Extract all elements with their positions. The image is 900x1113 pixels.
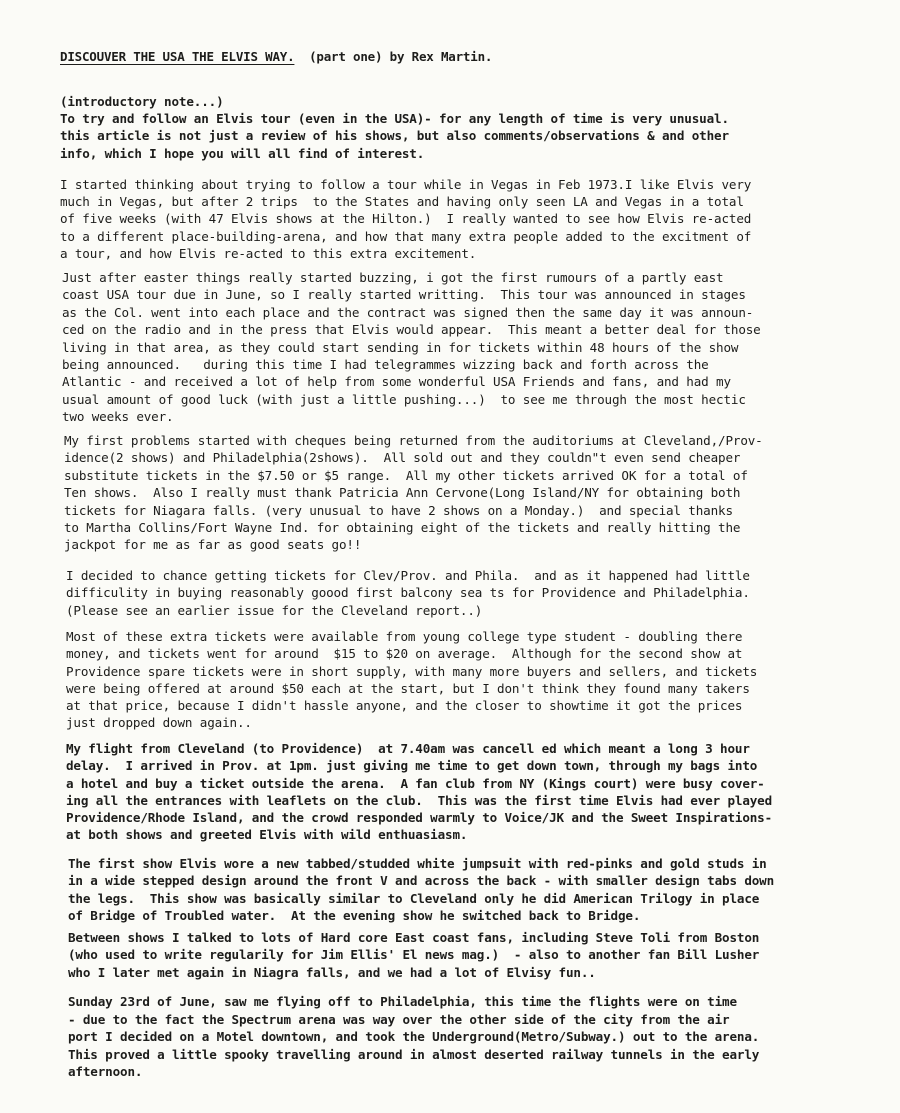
text-line: Sunday 23rd of June, saw me flying off to Philadelphia, this time the flights were on time [68, 994, 737, 1009]
document-page [60, 48, 880, 66]
paragraph-4 [64, 432, 763, 554]
article-title: DISCOUVER THE USA THE ELVIS WAY. [60, 49, 295, 64]
text-line: My flight from Cleveland (to Providence) at 7.40am was cancell ed which meant a long 3 hour [66, 741, 750, 756]
text-line: port I decided on a Motel downtown, and took the Underground(Metro/Subway.) out to the arena. [68, 1029, 760, 1045]
text-line: to Martha Collins/Fort Wayne Ind. for obtaining eight of the tickets and really hitting the [64, 520, 741, 536]
article-byline: (part one) by Rex Martin. [309, 49, 493, 64]
text-line: (who used to write regularily for Jim Ellis' El news mag.) - also to another fan Bill Lusher [68, 947, 760, 963]
text-line: money, and tickets went for around $15 to $20 on average. Although for the second show at [66, 646, 743, 662]
paragraph-8 [68, 855, 774, 924]
text-line: Atlantic - and received a lot of help from some wonderful USA Friends and fans, and had my [62, 374, 731, 390]
text-line: just dropped down again.. [66, 715, 252, 731]
text-line: Ten shows. Also I really must thank Patricia Ann Cervone(Long Island/NY for obtaining both [64, 485, 741, 501]
text-line: Providence spare tickets were in short supply, with many more buyers and sellers, and tickets [66, 663, 758, 679]
text-line: the legs. This show was basically similar to Cleveland only he did American Trilogy in place [68, 890, 760, 906]
paragraph-10 [68, 993, 759, 1081]
text-line: a tour, and how Elvis re-acted to this extra excitement. [60, 245, 477, 261]
text-line: Just after easter things really started buzzing, i got the first rumours of a partly east [62, 270, 724, 285]
text-line: much in Vegas, but after 2 trips to the States and having only seen LA and Vegas in a total [60, 194, 744, 210]
paragraph-6 [66, 628, 757, 732]
text-line: (introductory note...) [60, 94, 224, 109]
text-line: coast USA tour due in June, so I really started writting. This tour was announced in stages [62, 287, 746, 303]
text-line: Most of these extra tickets were available from young college type student - doubling there [66, 629, 743, 644]
text-line: My first problems started with cheques being returned from the auditoriums at Cleveland,/Prov- [64, 433, 763, 448]
text-line: who I later met again in Niagra falls, and we had a lot of Elvisy fun.. [68, 964, 596, 980]
paragraph-1 [60, 93, 729, 162]
text-line: idence(2 shows) and Philadelphia(2shows). All sold out and they couldn"t even send cheaper [64, 450, 741, 466]
text-line: info, which I hope you will all find of interest. [60, 145, 425, 161]
text-line: This proved a little spooky travelling around in almost deserted railway tunnels in the early [68, 1046, 760, 1062]
text-line: a hotel and buy a ticket outside the arena. A fan club from NY (Kings court) were busy cover- [66, 775, 765, 791]
paragraph-5 [66, 567, 750, 619]
text-line: to a different place-building-arena, and how that many extra people added to the excitment of [60, 228, 752, 244]
paragraph-7 [66, 740, 772, 844]
text-line: afternoon. [68, 1064, 143, 1080]
article-heading [60, 48, 880, 66]
text-line: two weeks ever. [62, 409, 174, 425]
text-line: of Bridge of Troubled water. At the evening show he switched back to Bridge. [68, 907, 641, 923]
paragraph-3 [62, 269, 761, 426]
text-line: difficulity in buying reasonably goood first balcony sea ts for Providence and Philadelphia. [66, 585, 750, 601]
text-line: (Please see an earlier issue for the Cleveland report..) [66, 602, 483, 618]
text-line: were being offered at around $50 each at the start, but I don't think they found many takers [66, 680, 750, 696]
text-line: I started thinking about trying to follow a tour while in Vegas in Feb 1973.I like Elvis very [60, 177, 752, 192]
text-line: I decided to chance getting tickets for Clev/Prov. and Phila. and as it happened had little [66, 568, 750, 583]
text-line: usual amount of good luck (with just a little pushing...) to see me through the most hectic [62, 391, 746, 407]
text-line: - due to the fact the Spectrum arena was way over the other side of the city from the air [68, 1011, 730, 1027]
text-line: The first show Elvis wore a new tabbed/studded white jumpsuit with red-pinks and gold studs in [68, 856, 767, 871]
text-line: at both shows and greeted Elvis with wild enthuasiasm. [66, 827, 468, 843]
text-line: ced on the radio and in the press that Elvis would appear. This meant a better deal for those [62, 322, 761, 338]
text-line: tickets for Niagara falls. (very unusual to have 2 shows on a Monday.) and special thanks [64, 502, 733, 518]
paragraph-9 [68, 929, 759, 981]
text-line: ing all the entrances with leaflets on the club. This was the first time Elvis had ever played [66, 792, 773, 808]
text-line: as the Col. went into each place and the contract was signed then the same day it was announ- [62, 304, 754, 320]
text-line: this article is not just a review of his shows, but also comments/observations & and other [60, 128, 729, 144]
text-line: at that price, because I didn't hassle anyone, and the closer to showtime it got the prices [66, 698, 743, 714]
text-line: To try and follow an Elvis tour (even in the USA)- for any length of time is very unusual. [60, 111, 729, 127]
text-line: jackpot for me as far as good seats go!! [64, 537, 362, 553]
text-line: in a wide stepped design around the front V and across the back - with smaller design tabs down [68, 873, 775, 889]
text-line: being announced. during this time I had telegrammes wizzing back and forth across the [62, 357, 709, 373]
text-line: delay. I arrived in Prov. at 1pm. just giving me time to get down town, through my bags into [66, 758, 758, 774]
text-line: Providence/Rhode Island, and the crowd responded warmly to Voice/JK and the Sweet Inspirations- [66, 810, 773, 826]
text-line: living in that area, as they could start sending in for tickets within 48 hours of the show [62, 339, 739, 355]
text-line: substitute tickets in the $7.50 or $5 range. All my other tickets arrived OK for a total of [64, 467, 748, 483]
text-line: Between shows I talked to lots of Hard core East coast fans, including Steve Toli from Boston [68, 930, 760, 945]
text-line: of five weeks (with 47 Elvis shows at the Hilton.) I really wanted to see how Elvis re-acted [60, 211, 752, 227]
paragraph-2 [60, 176, 751, 262]
